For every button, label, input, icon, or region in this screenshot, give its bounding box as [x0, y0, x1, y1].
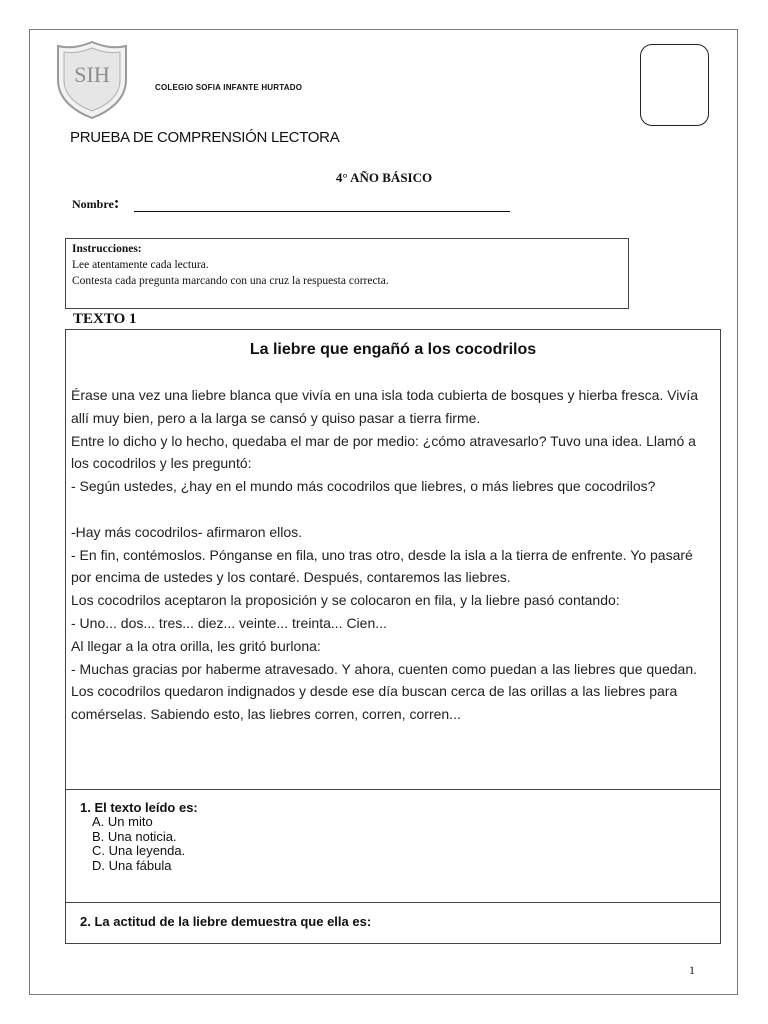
question-1 — [80, 800, 198, 873]
name-label-text: Nombre — [72, 197, 114, 211]
instruction-line: Lee atentamente cada lectura. — [72, 259, 209, 271]
answer-option-b[interactable]: B. Una noticia. — [92, 828, 177, 844]
answer-option-a[interactable]: A. Un mito — [92, 814, 153, 829]
story-title: La liebre que engañó a los cocodrilos — [249, 341, 537, 358]
instructions-box — [65, 238, 629, 309]
story-paragraph: - Muchas gracias por haberme atravesado. Y ahora, cuenten como puedan a las liebres que quedan. — [71, 660, 697, 677]
instruction-line: Contesta cada pregunta marcando con una cruz la respuesta correcta. — [72, 275, 389, 287]
question-1-text: 1. El texto leído es: — [80, 800, 198, 815]
story-paragraph: -Hay más cocodrilos- afirmaron ellos. — [71, 523, 303, 540]
story-paragraph: Érase una vez una liebre blanca que vivía en una isla toda cubierta de bosques y hierba fresca. Vivía allí muy bien, pero a la larga se cansó y quiso pasar a tierra firme. — [71, 387, 699, 426]
instructions-heading: Instrucciones: — [72, 243, 142, 255]
name-field-line[interactable] — [134, 211, 510, 212]
question-2 — [80, 914, 371, 929]
name-colon: : — [113, 193, 120, 212]
story-paragraph-blank — [71, 498, 711, 521]
story-paragraph: Al llegar a la otra orilla, les gritó burlona: — [71, 637, 321, 654]
school-name: COLEGIO SOFIA INFANTE HURTADO — [155, 83, 303, 92]
story-paragraph: - Uno... dos... tres... diez... veinte... treinta... Cien... — [71, 614, 387, 631]
page-number: 1 — [689, 963, 695, 977]
story-paragraph: Entre lo dicho y lo hecho, quedaba el mar de por medio: ¿cómo atravesarlo? Tuvo una idea. Llamó a los cocodrilos y les preguntó: — [71, 432, 696, 472]
answer-option-d[interactable]: D. Una fábula — [92, 857, 172, 873]
question-divider — [66, 789, 720, 790]
story-paragraph: Los cocodrilos quedaron indignados y desde ese día buscan cerca de las orillas a las liebres para comérselas. Sabiendo esto, las liebres corren, corren, corren... — [71, 683, 678, 723]
grade-label: 4° AÑO BÁSICO — [335, 170, 433, 185]
text-label: TEXTO 1 — [73, 311, 137, 327]
photo-box — [640, 44, 709, 126]
answer-option-c[interactable]: C. Una leyenda. — [92, 843, 186, 858]
reading-box — [65, 329, 721, 944]
question-divider — [66, 902, 720, 903]
story-paragraph: - Según ustedes, ¿hay en el mundo más cocodrilos que liebres, o más liebres que cocodrilos? — [71, 478, 656, 495]
story-paragraph: - En fin, contémoslos. Pónganse en fila, uno tras otro, desde la isla a la tierra de enfrente. Yo pasaré por encima de ustedes y los contaré. Después, contaremos las liebres. — [71, 546, 693, 586]
story-paragraph: Los cocodrilos aceptaron la proposición y se colocaron en fila, y la liebre pasó contando: — [71, 592, 620, 609]
svg-text:SIH: SIH — [74, 62, 110, 87]
question-2-text: 2. La actitud de la liebre demuestra que ella es: — [80, 914, 372, 929]
name-label — [72, 193, 119, 213]
test-title: PRUEBA DE COMPRENSIÓN LECTORA — [70, 129, 340, 146]
story-body — [71, 384, 711, 726]
school-crest-logo — [56, 40, 128, 120]
